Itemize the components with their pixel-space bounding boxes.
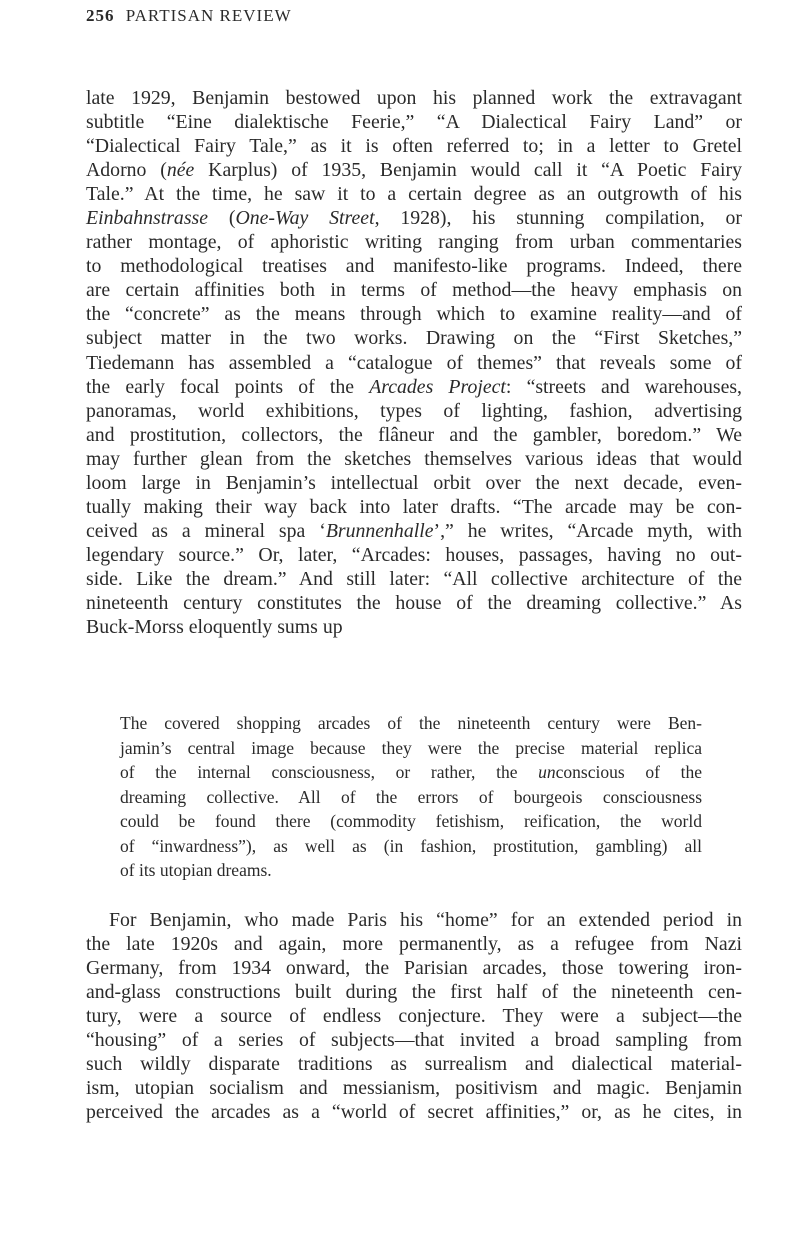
text-line: “housing” of a series of subjects—that invited a broad sampling from [86, 1029, 742, 1052]
text-line: Adorno (née Karplus) of 1935, Benjamin would call it “A Poetic Fairy [86, 159, 742, 182]
text-line: rather montage, of aphoristic writing ranging from urban commentaries [86, 231, 742, 254]
block-quote [120, 711, 702, 883]
text-line: jamin’s central image because they were the precise material replica [120, 737, 702, 758]
text-line: panoramas, world exhibitions, types of lighting, fashion, advertising [86, 399, 742, 422]
text-line: the early focal points of the Arcades Project: “streets and warehouses, [86, 375, 742, 398]
text-line: Buck-Morss eloquently sums up [86, 616, 343, 639]
text-line: of “inwardness”), as well as (in fashion, prostitution, gambling) all [120, 835, 702, 856]
page-number: 256 [86, 6, 115, 25]
text-line: subtitle “Eine dialektische Feerie,” “A Dialectical Fairy Land” or [86, 111, 742, 134]
text-line: Einbahnstrasse (One-Way Street, 1928), his stunning compilation, or [86, 207, 742, 230]
text-line: nineteenth century constitutes the house of the dreaming collective.” As [86, 591, 742, 614]
text-line: For Benjamin, who made Paris his “home” for an extended period in [109, 909, 742, 931]
text-line: loom large in Benjamin’s intellectual orbit over the next decade, even- [86, 471, 742, 494]
text-line: the late 1920s and again, more permanently, as a refugee from Nazi [86, 933, 742, 956]
text-line: ism, utopian socialism and messianism, positivism and magic. Benjamin [86, 1077, 742, 1100]
text-line: and-glass constructions built during the first half of the nineteenth cen- [86, 981, 742, 1004]
text-line: late 1929, Benjamin bestowed upon his planned work the extravagant [86, 87, 742, 109]
text-line: tually making their way back into later drafts. “The arcade may be con- [86, 495, 742, 518]
text-line: perceived the arcades as a “world of secret affinities,” or, as he cites, in [86, 1101, 742, 1124]
text-line: tury, were a source of endless conjecture. They were a subject—the [86, 1005, 742, 1028]
journal-title: PARTISAN REVIEW [125, 6, 292, 25]
text-line: may further glean from the sketches themselves various ideas that would [86, 447, 742, 470]
text-line: could be found there (commodity fetishism, reification, the world [120, 811, 702, 831]
text-line: dreaming collective. All of the errors of bourgeois consciousness [120, 786, 702, 807]
text-line: of the internal consciousness, or rather, the unconscious of the [120, 762, 702, 782]
text-line: the “concrete” as the means through which to examine reality—and of [86, 303, 742, 326]
text-line: of its utopian dreams. [120, 860, 272, 880]
text-line: subject matter in the two works. Drawing on the “First Sketches,” [86, 327, 742, 350]
text-line: Tale.” At the time, he saw it to a certain degree as an outgrowth of his [86, 183, 742, 206]
text-line: “Dialectical Fairy Tale,” as it is often referred to; in a letter to Gretel [86, 135, 742, 158]
text-line: to methodological treatises and manifesto-like programs. Indeed, there [86, 255, 742, 278]
body-paragraph-1 [86, 86, 742, 639]
text-line: ceived as a mineral spa ‘Brunnenhalle’,” he writes, “Arcade myth, with [86, 519, 742, 542]
text-line: Germany, from 1934 onward, the Parisian arcades, those towering iron- [86, 957, 742, 980]
running-head [86, 6, 292, 26]
text-line: Tiedemann has assembled a “catalogue of themes” that reveals some of [86, 351, 742, 374]
body-paragraph-2 [86, 908, 742, 1124]
text-line: The covered shopping arcades of the nineteenth century were Ben- [120, 713, 702, 733]
text-line: such wildly disparate traditions as surrealism and dialectical material- [86, 1053, 742, 1076]
text-line: legendary source.” Or, later, “Arcades: houses, passages, having no out- [86, 543, 742, 566]
text-line: and prostitution, collectors, the flâneur and the gambler, boredom.” We [86, 423, 742, 446]
text-line: side. Like the dream.” And still later: “All collective architecture of the [86, 567, 742, 590]
text-line: are certain affinities both in terms of method—the heavy emphasis on [86, 279, 742, 302]
